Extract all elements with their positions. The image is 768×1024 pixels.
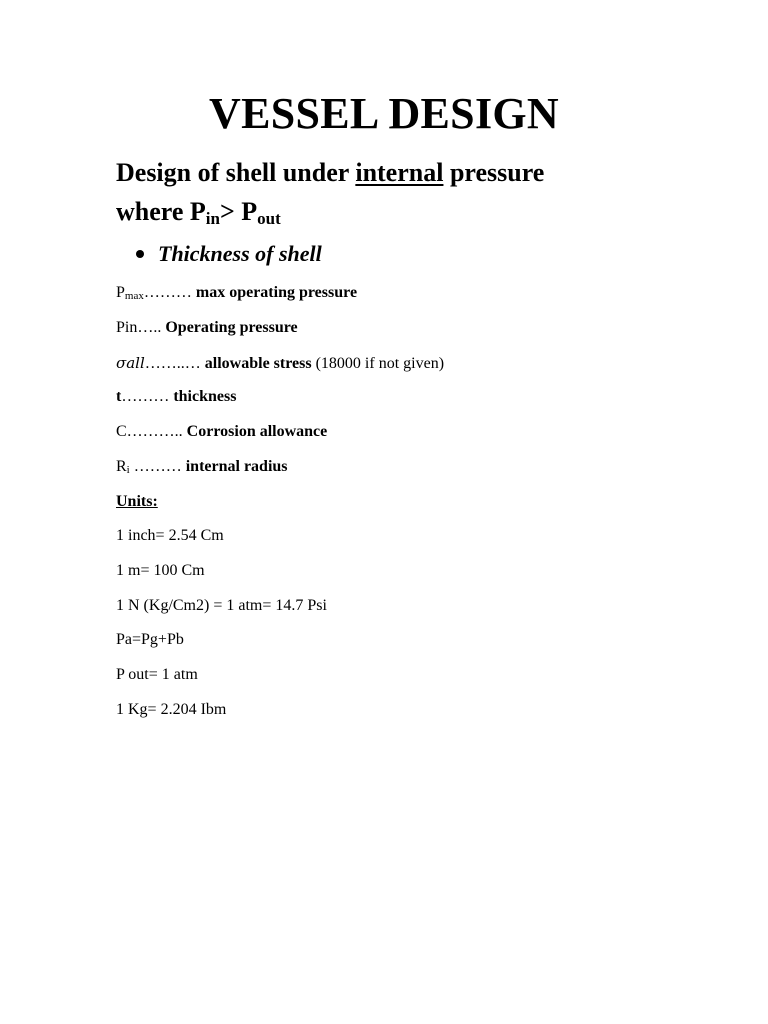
definition-symbol: P [116,284,125,301]
definition-dots: ……… [143,284,192,301]
definition-desc: max operating pressure [191,284,358,301]
definition-desc: thickness [169,388,237,405]
units-heading [116,491,158,513]
bullet-item [136,240,322,268]
heading-subscript-out: out [257,209,281,228]
definition-desc: allowable stress [200,355,312,372]
unit-line: 1 N (Kg/Cm2) = 1 atm= 14.7 Psi [116,597,327,614]
heading-greater-than: > P [219,197,258,226]
definition-line [116,282,357,304]
definition-extra: (18000 if not given) [311,355,445,372]
definition-desc: Corrosion allowance [182,423,328,440]
heading-underlined-word: internal [355,158,444,187]
section-heading-line-1 [116,157,544,189]
definition-subscript: max [124,290,144,302]
definition-symbol: t [116,388,122,405]
unit-line: P out= 1 atm [116,666,198,683]
definition-dots: ……….. [126,423,183,440]
definition-line [116,352,444,375]
section-heading-line-2 [116,196,281,228]
definition-symbol: σall [116,354,145,372]
definition-subscript: i [126,464,130,476]
definition-dots: ….. [137,319,162,336]
page-title: VESSEL DESIGN [209,89,559,138]
definition-line [116,317,298,339]
heading-subscript-in: in [205,209,220,228]
definition-symbol: C [116,423,127,440]
unit-line: 1 inch= 2.54 Cm [116,527,224,544]
units-label: Units: [116,493,158,510]
definition-line [116,421,327,443]
definition-dots: ……..… [144,355,201,372]
unit-line: 1 m= 100 Cm [116,562,205,579]
bullet-dot-icon [136,250,144,258]
definition-symbol: Pin [116,319,138,336]
unit-line: Pa=Pg+Pb [116,631,184,648]
unit-line: 1 Kg= 2.204 Ibm [116,701,227,718]
definition-dots: ……… [129,458,182,475]
definition-line [116,456,288,478]
definition-symbol: R [116,458,127,475]
definition-desc: Operating pressure [161,319,298,336]
definition-line [116,386,236,408]
heading-text-before: Design of shell under [116,158,356,187]
bullet-text: Thickness of shell [158,241,322,266]
definition-dots: ……… [121,388,170,405]
heading-where: where P [116,197,206,226]
definition-desc: internal radius [181,458,288,475]
heading-text-after: pressure [443,158,545,187]
